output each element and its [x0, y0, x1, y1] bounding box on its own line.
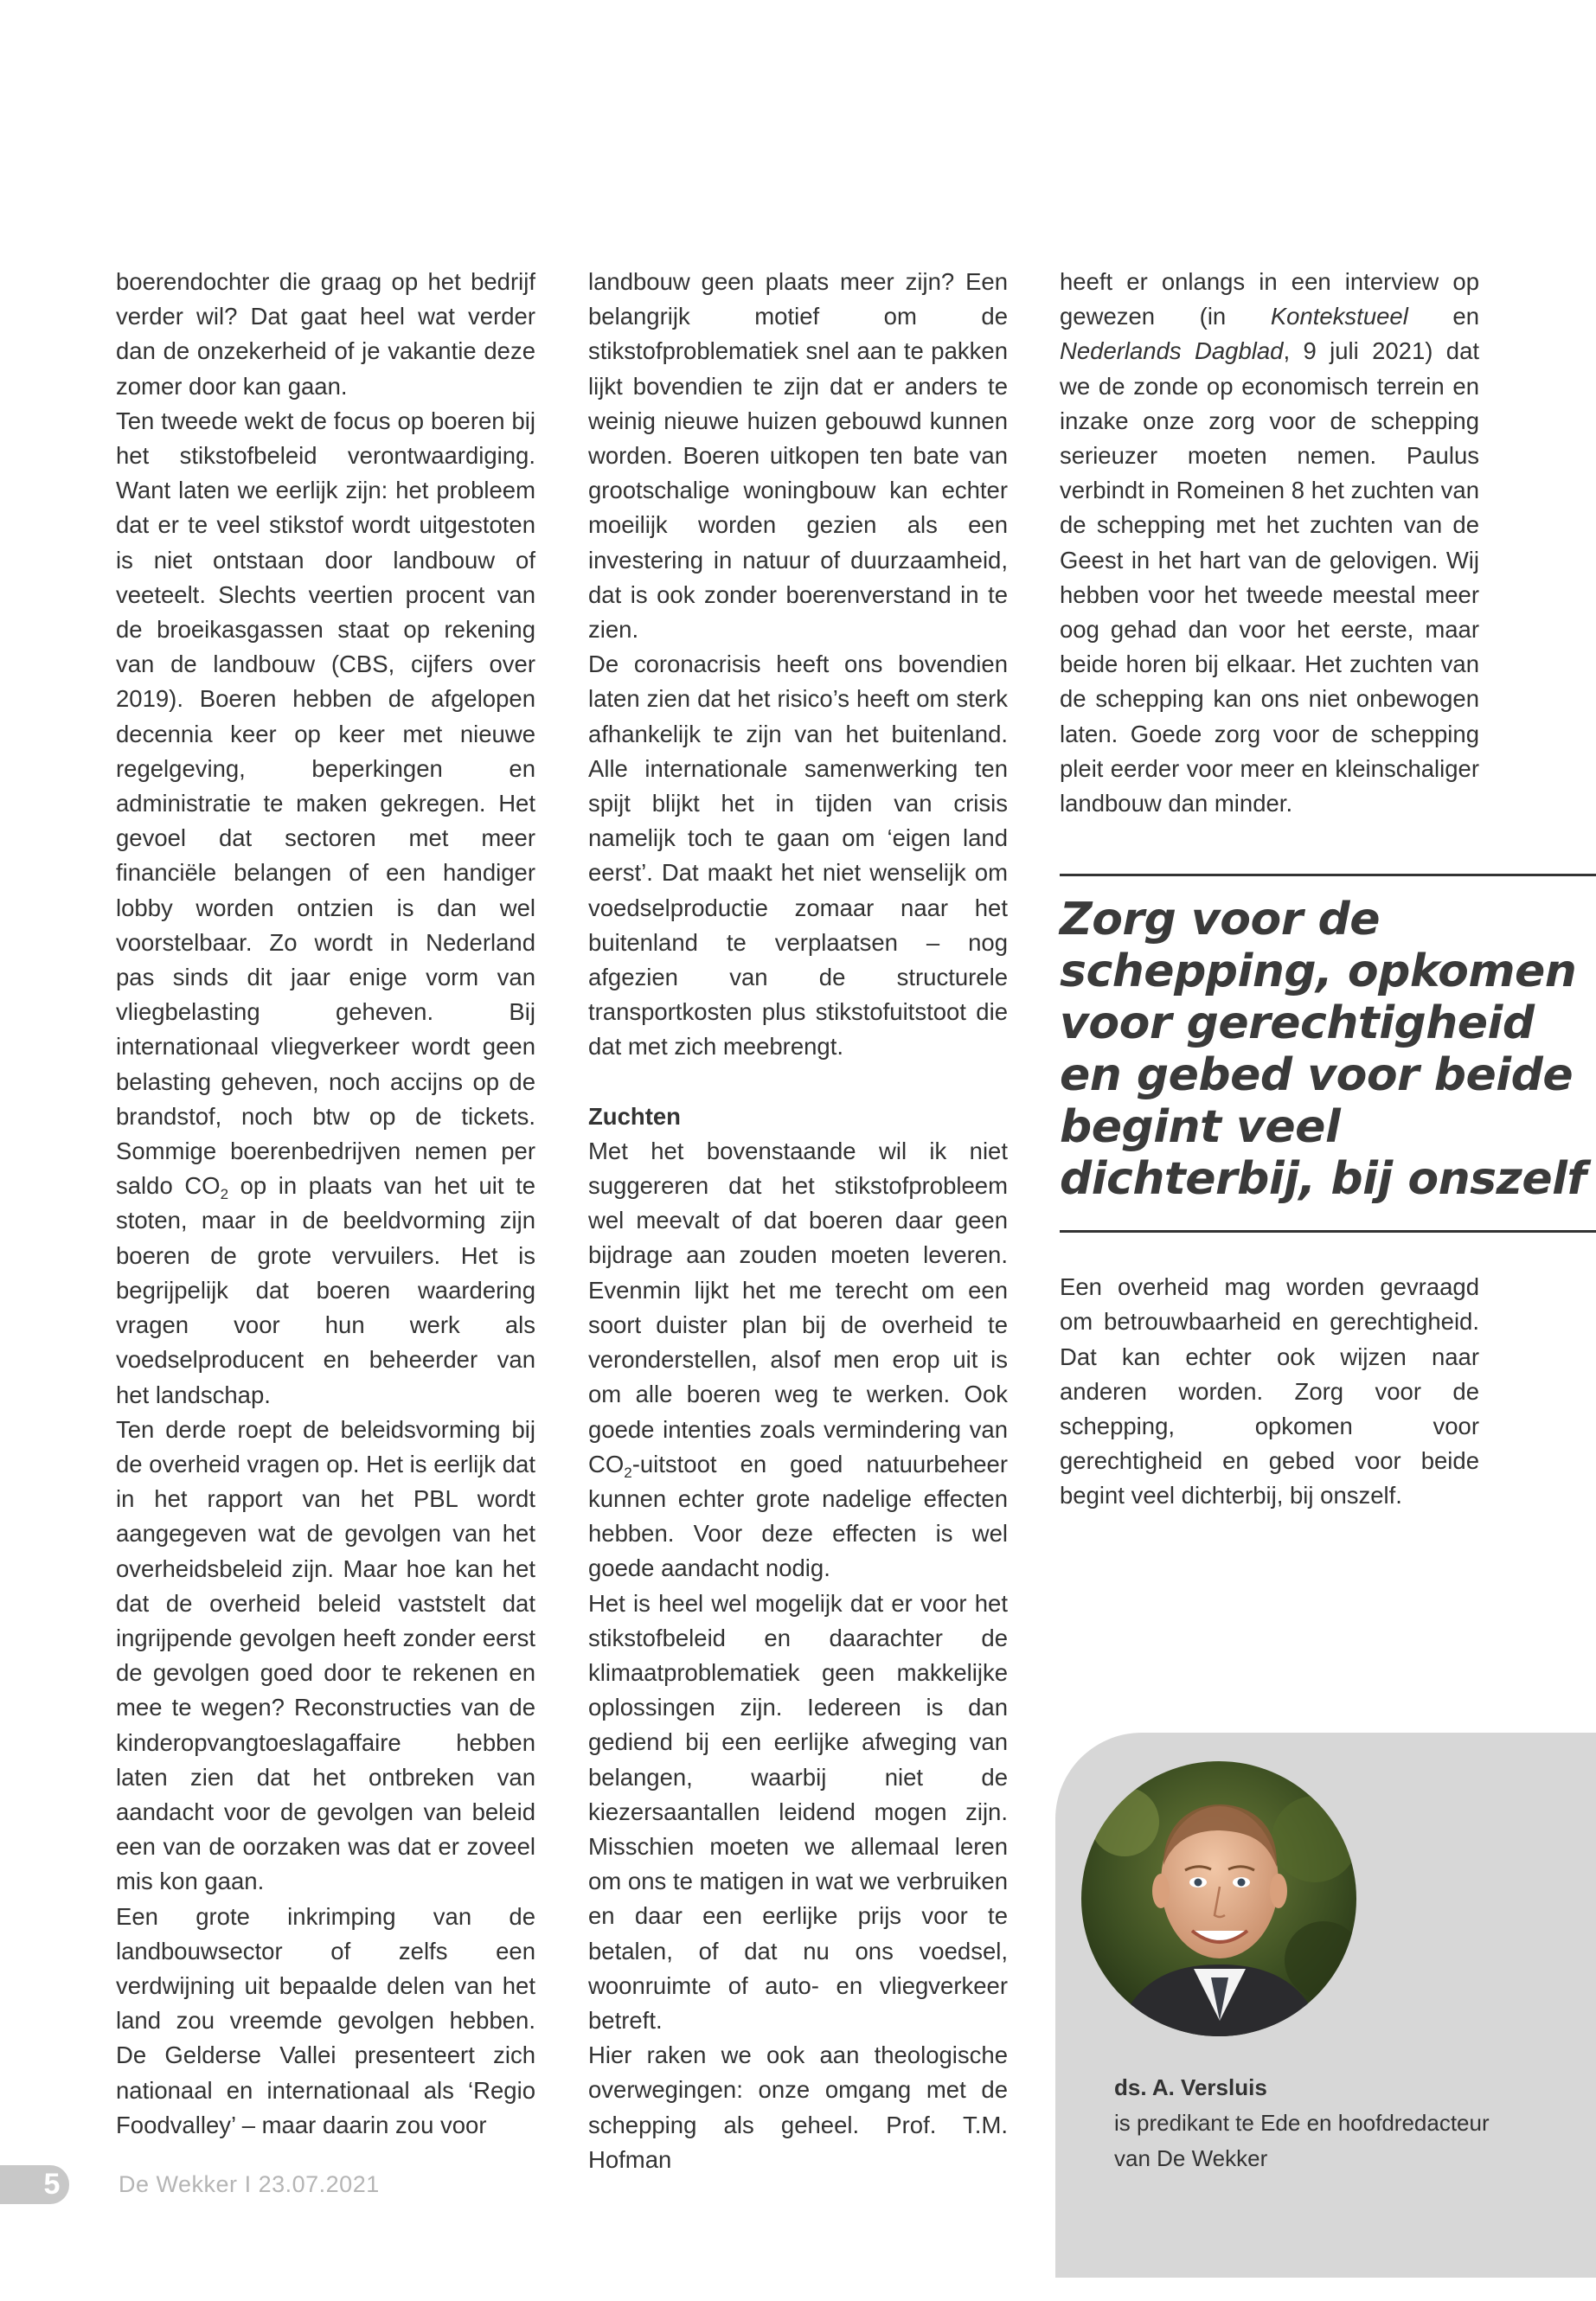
- author-caption: [1114, 2070, 1564, 2176]
- page-number: 5: [43, 2168, 61, 2201]
- pull-quote: [1060, 874, 1596, 1233]
- author-bio: van De Wekker: [1114, 2145, 1268, 2171]
- footer: [119, 2167, 380, 2202]
- paragraph: Hier raken we ook aan theologische overwegingen: onze omgang met de schepping als geheel. Prof. T.M. Hofman: [588, 2041, 1008, 2173]
- paragraph: Het is heel wel mogelijk dat er voor het stikstofbeleid en daarachter de klimaatproblematiek geen makkelijke oplossingen zijn. Iedereen is dan gediend bij een eerlijke afweging van belangen, waarbij niet de kiezersaantallen leidend mogen zijn. Misschien moeten we allemaal leren om ons te matigen in wat we verbruiken en daar een eerlijke prijs voor te betalen, of dat nu ons voedsel, woonruimte of auto- en vliegverkeer betreft.: [588, 1589, 1008, 2034]
- paragraph-text: heeft er onlangs in een interview op gewezen (in: [1060, 268, 1479, 330]
- subscript: 2: [220, 1186, 229, 1203]
- author-photo: [1081, 1761, 1356, 2036]
- paragraph: landbouw geen plaats meer zijn? Een belangrijk motief om de stikstofproblematiek snel aan te pakken lijkt bovendien te zijn dat er anders te weinig nieuwe huizen gebouwd kunnen worden. Boeren uitkopen ten bate van grootschalige woningbouw kan echter moeilijk worden gezien als een investering in natuur of duurzaamheid, dat is ook zonder boerenverstand in te zien.: [588, 268, 1008, 644]
- paragraph-text: Met het bovenstaande wil ik niet suggereren dat het stikstofprobleem wel meevalt of dat boeren daar geen bijdrage aan zouden moeten leveren. Evenmin lijkt het me terecht om een soort duister plan bij de overheid te veronderstellen, alsof men erop uit is om alle boeren weg te werken. Ook goede intenties zoals vermindering van CO: [588, 1137, 1008, 1477]
- paragraph: Ten derde roept de beleidsvorming bij de overheid vragen op. Het is eerlijk dat in het rapport van het PBL wordt aangegeven wat de gevolgen van het overheidsbeleid zijn. Maar hoe kan het dat de overheid beleid vaststelt dat ingrijpende gevolgen heeft zonder eerst de gevolgen goed door te rekenen en mee te wegen? Reconstructies van de kinderopvangtoeslagaffaire hebben laten zien dat het ontbreken van aandacht voor de gevolgen van beleid een van de oorzaken was dat er zoveel mis kon gaan.: [116, 1415, 535, 1895]
- article-column-1: [116, 265, 535, 2143]
- author-portrait-image: [1081, 1761, 1356, 2036]
- paragraph-text: -uitstoot en goed natuurbeheer kunnen echter grote nadelige effecten hebben. Voor deze effecten is wel goede aandacht nodig.: [588, 1450, 1008, 1582]
- paragraph: [116, 404, 535, 1413]
- paragraph: Een overheid mag worden gevraagd om betrouwbaarheid en gerechtigheid. Dat kan echter ook wijzen naar anderen worden. Zorg voor de schepping, opkomen voor gerechtigheid en gebed voor beide begint veel dichterbij, bij onszelf.: [1060, 1273, 1479, 1509]
- section-heading: Zuchten: [588, 1102, 681, 1130]
- publication-name: De Wekker: [119, 2171, 238, 2197]
- paragraph-text: , 9 juli 2021) dat we de zonde op economisch terrein en inzake onze zorg voor de schepping serieuzer moeten nemen. Paulus verbindt in Romeinen 8 het zuchten van de schepping met het zuchten van de Geest in het hart van de gelovigen. Wij hebben voor het tweede meestal meer oog gehad dan voor het eerste, maar beide horen bij elkaar. Het zuchten van de schepping kan ons niet onbewogen laten. Goede zorg voor de schepping pleit eerder voor meer en kleinschaliger landbouw dan minder.: [1060, 337, 1479, 817]
- paragraph: De coronacrisis heeft ons bovendien laten zien dat het risico’s heeft om sterk afhankelijk te zijn van het buitenland. Alle internationale samenwerking ten spijt blijkt het in tijden van crisis namelijk toch te gaan om ‘eigen land eerst’. Dat maakt het niet wenselijk om voedselproductie zomaar naar het buitenland te verplaatsen – nog afgezien van de structurele transportkosten plus stikstofuitstoot die dat met zich meebrengt.: [588, 651, 1008, 1061]
- paragraph-text: op in plaats van het uit te stoten, maar in de beeldvorming zijn boeren de grote vervuilers. Het is begrijpelijk dat boeren waardering vragen voor hun werk als voedselproducent en beheerder van het landschap.: [116, 1172, 535, 1408]
- author-box: [1055, 1733, 1596, 2278]
- footer-separator: I: [244, 2171, 252, 2197]
- paragraph: boerendochter die graag op het bedrijf verder wil? Dat gaat heel wat verder dan de onzekerheid of je vakantie deze zomer door kan gaan.: [116, 268, 535, 400]
- publication-name: Nederlands Dagblad: [1060, 337, 1284, 365]
- issue-date: 23.07.2021: [258, 2171, 380, 2197]
- article-column-2: [588, 265, 1008, 2177]
- paragraph-text: en: [1407, 303, 1479, 330]
- publication-name: Kontekstueel: [1270, 303, 1408, 330]
- paragraph: [1060, 265, 1479, 821]
- author-bio: is predikant te Ede en hoofdredacteur: [1114, 2110, 1490, 2136]
- subscript: 2: [624, 1464, 632, 1481]
- pull-quote-text: Zorg voor de schepping, opkomen voor gerechtigheid en gebed voor beide begint veel dichterbij, bij onszelf: [1060, 894, 1586, 1205]
- paragraph: Een grote inkrimping van de landbouwsector of zelfs een verdwijning uit bepaalde delen van het land zou vreemde gevolgen hebben. De Gelderse Vallei presenteert zich nationaal en internationaal als ‘Regio Foodvalley’ – maar daarin zou voor: [116, 1902, 535, 2138]
- paragraph: [588, 1134, 1008, 1586]
- paragraph-text: Ten tweede wekt de focus op boeren bij het stikstofbeleid verontwaardiging. Want laten we eerlijk zijn: het probleem dat er te veel stikstof wordt uitgestoten is niet ontstaan door landbouw of veeteelt. Slechts veertien procent van de broeikasgassen staat op rekening van de landbouw (CBS, cijfers over 2019). Boeren hebben de afgelopen decennia keer op keer met nieuwe regelgeving, beperkingen en administratie te maken gekregen. Het gevoel dat sectoren met meer financiële belangen of een handiger lobby worden ontzien is dan wel voorstelbaar. Zo wordt in Nederland pas sinds dit jaar enige vorm van vliegbelasting geheven. Bij internationaal vliegverkeer wordt geen belasting geheven, noch accijns op de brandstof, noch btw op de tickets. Sommige boerenbedrijven nemen per saldo CO: [116, 407, 535, 1200]
- author-name: ds. A. Versluis: [1114, 2074, 1267, 2100]
